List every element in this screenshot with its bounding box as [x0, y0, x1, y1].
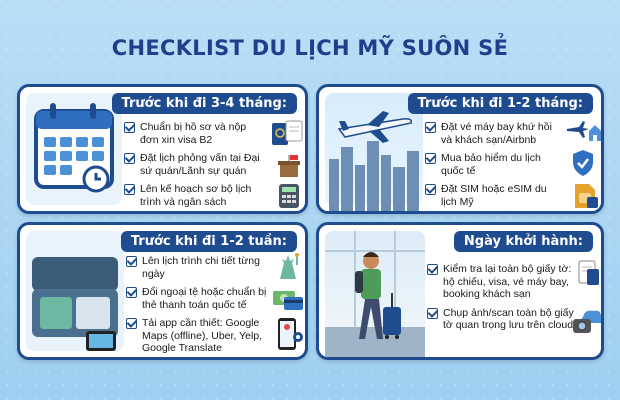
checklist	[427, 263, 577, 338]
list-item: Mua bảo hiểm du lịch quốc tế	[425, 152, 565, 177]
list-item: Lên kế hoạch sơ bộ lịch trình và ngân sách	[124, 183, 264, 208]
statue-of-liberty-icon	[276, 253, 304, 281]
checkbox-icon	[126, 318, 137, 329]
money-card-icon	[272, 287, 304, 311]
shield-icon	[571, 149, 595, 177]
checklist	[126, 255, 274, 360]
card-heading: Trước khi đi 1-2 tháng:	[408, 93, 593, 114]
list-item: Chuẩn bị hồ sơ và nộp đơn xin visa B2	[124, 121, 264, 146]
checkbox-icon	[427, 308, 438, 319]
list-item: Đặt vé máy bay khứ hồi và khách sạn/Airbnb	[425, 121, 565, 146]
checkbox-icon	[425, 153, 436, 164]
sim-card-icon	[573, 183, 599, 209]
list-item: Đổi ngoại tệ hoặc chuẩn bị thẻ thanh toán quốc tế	[126, 286, 274, 311]
card-departure-day	[316, 222, 604, 360]
checklist	[124, 121, 264, 214]
apps-phone-icon	[276, 317, 304, 351]
calculator-icon	[278, 183, 300, 209]
checkbox-icon	[124, 184, 135, 195]
list-item: Đặt SIM hoặc eSIM du lịch Mỹ	[425, 183, 565, 208]
plane-house-icon	[565, 117, 601, 143]
card-heading: Ngày khởi hành:	[454, 231, 593, 252]
checkbox-icon	[425, 184, 436, 195]
list-item: Tải app cần thiết: Google Maps (offline), Uber, Yelp, Google Translate	[126, 317, 274, 355]
checkbox-icon	[124, 122, 135, 133]
suitcase-illustration	[26, 231, 124, 351]
page-title: CHECKLIST DU LỊCH MỸ SUÔN SẺ	[111, 36, 509, 60]
checkbox-icon	[124, 153, 135, 164]
card-1-2-months	[316, 84, 604, 214]
checkbox-icon	[427, 264, 438, 275]
card-1-2-weeks	[17, 222, 308, 360]
card-heading: Trước khi đi 1-2 tuần:	[121, 231, 297, 252]
list-item: Lên lịch trình chi tiết từng ngày	[126, 255, 274, 280]
checkbox-icon	[126, 287, 137, 298]
checkbox-icon	[425, 122, 436, 133]
list-item: Đặt lịch phỏng vấn tại Đại sứ quán/Lãnh sự quán	[124, 152, 264, 177]
embassy-podium-icon	[274, 153, 304, 179]
calendar-illustration	[26, 93, 122, 205]
list-item: Chụp ảnh/scan toàn bộ giấy tờ quan trọng lưu trên cloud	[427, 307, 577, 332]
passport-icon	[270, 119, 304, 149]
checkbox-icon	[126, 256, 137, 267]
checklist	[425, 121, 565, 214]
list-item: Kiểm tra lại toàn bộ giấy tờ: hộ chiếu, visa, vé máy bay, booking khách sạn	[427, 263, 577, 301]
camera-cloud-icon	[571, 307, 604, 335]
document-passport-icon	[577, 259, 601, 287]
card-heading: Trước khi đi 3-4 tháng:	[112, 93, 297, 114]
traveler-airport-illustration	[325, 231, 425, 351]
card-3-4-months	[17, 84, 308, 214]
